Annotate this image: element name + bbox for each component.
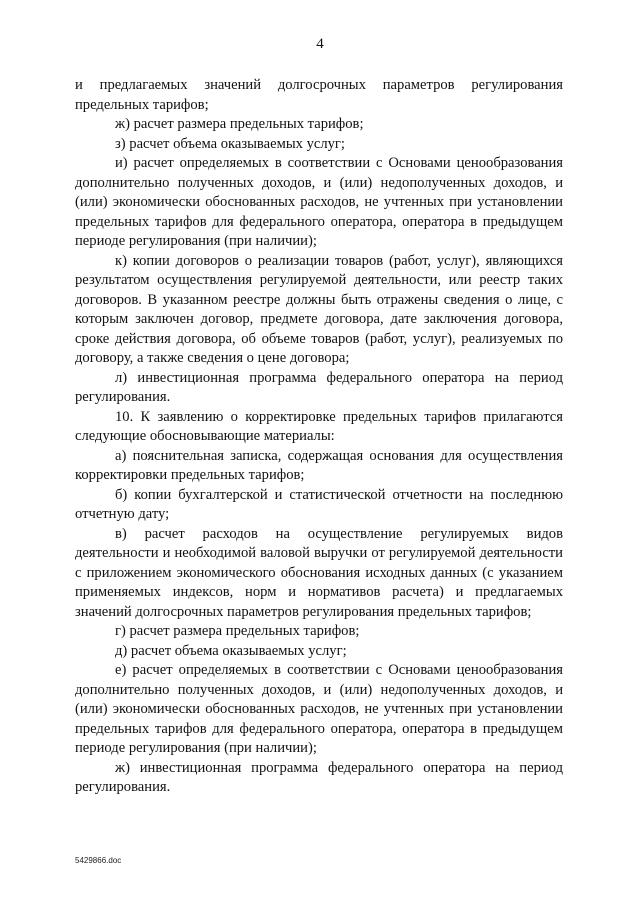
paragraph-item-z: з) расчет объема оказываемых услуг; (115, 135, 345, 152)
paragraph-item-g: г) расчет размера предельных тарифов; (115, 623, 360, 639)
paragraph-item-l: л) инвестиционная программа федерального оператора на период регулирования. (75, 369, 563, 405)
paragraph-item-k: к) копии договоров о реализации товаров (работ, услуг), являющихся результатом осуществления регулируемой деятельности, или реестр таких договоров. В указанном реестре должны быть отражены сведения о лице, с которым заключен договор, предмете договора, дате заключения договора, сроке действия договора, об объеме товаров (работ, услуг), реализуемых по договору, а также сведения о цене договора; (75, 252, 563, 366)
paragraph-item-i: и) расчет определяемых в соответствии с Основами ценообразования дополнительно полученных доходов, и (или) недополученных доходов, и (или) экономически обоснованных расходов, не учтенных при установлении предельных тарифов для федерального оператора, оператора в предыдущем периоде регулирования (при наличии); (75, 155, 563, 249)
paragraph-continuation: и предлагаемых значений долгосрочных параметров регулирования предельных тарифов; (75, 77, 563, 113)
paragraph-item-zh: ж) расчет размера предельных тарифов; (115, 116, 364, 132)
paragraph-item-a: а) пояснительная записка, содержащая основания для осуществления корректировки предельных тарифов; (75, 447, 563, 483)
page-number: 4 (316, 36, 324, 52)
paragraph-item-e: е) расчет определяемых в соответствии с Основами ценообразования дополнительно полученных доходов, и (или) недополученных доходов, и (или) экономически обоснованных расходов, не учтенных при установлении предельных тарифов для федерального оператора, оператора в предыдущем периоде регулирования (при наличии); (75, 662, 563, 756)
paragraph-item-d: д) расчет объема оказываемых услуг; (115, 642, 347, 659)
paragraph-item-v: в) расчет расходов на осуществление регулируемых видов деятельности и необходимой валовой выручки от регулируемой деятельности с приложением экономического обоснования исходных данных (с указанием применяемых индексов, норм и нормативов расчета) и предлагаемых значений долгосрочных параметров регулирования предельных тарифов; (75, 525, 563, 620)
footer-filename: 5429866.doc (75, 856, 122, 865)
paragraph-item-b: б) копии бухгалтерской и статистической отчетности на последнюю отчетную дату; (75, 486, 563, 522)
paragraph-item-zh-2: ж) инвестиционная программа федерального оператора на период регулирования. (75, 759, 563, 795)
paragraph-clause-10: 10. К заявлению о корректировке предельных тарифов прилагаются следующие обосновывающие материалы: (75, 408, 563, 444)
document-body (75, 76, 563, 798)
